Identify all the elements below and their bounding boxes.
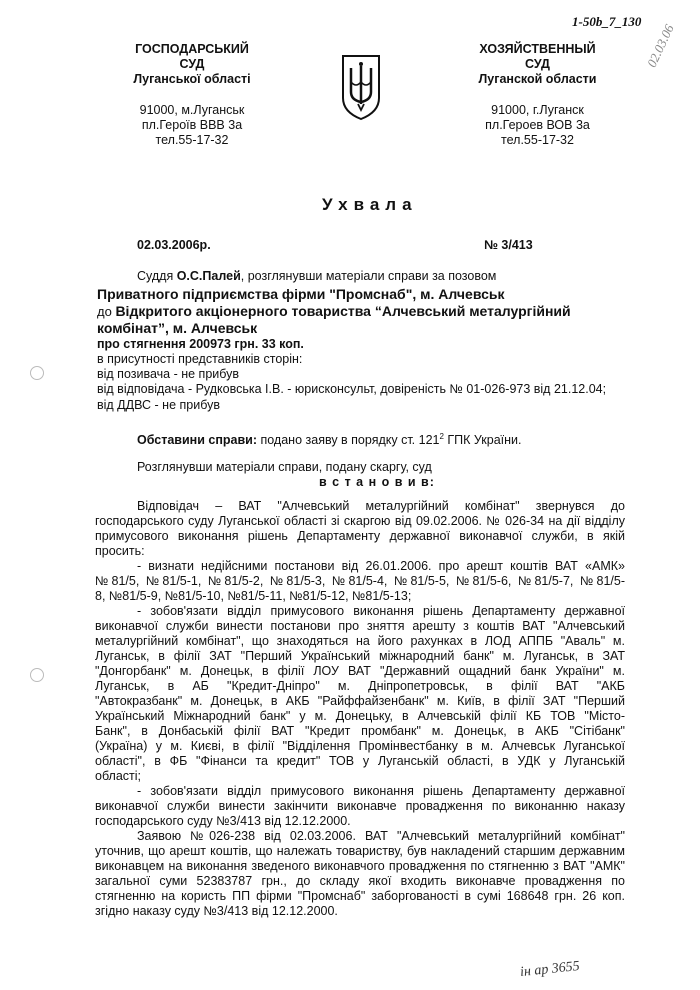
right-court-name-2: СУД (525, 57, 550, 71)
circumstances-line (137, 429, 522, 448)
b2-line-4: Луганськ, в філії ЗАТ "Перший Український міжнародний банк" м. Луганськ, в ЗАТ (95, 649, 625, 663)
judge-name: О.С.Палей (176, 269, 241, 283)
b1-line-2: №81/5, №81/5-1, №81/5-2, №81/5-3, №81/5-4, №81/5-5, №81/5-6, №81/5-7, №81/5- (95, 574, 625, 588)
presence-4: від ДДВС - не прибув (97, 398, 220, 412)
right-address-2: пл.Героев ВОВ 3а (485, 118, 590, 132)
left-address-2: пл.Героїв ВВВ 3а (141, 118, 243, 132)
b2-line-12: області; (95, 769, 142, 783)
handwritten-note: ін ар 3655 (519, 958, 581, 981)
intro-suffix: , розглянувши матеріали справи за позовом (240, 269, 497, 283)
coat-of-arms-emblem (339, 52, 383, 122)
p2-line-6: згідно наказу суду №3/413 від 12.12.2000. (95, 904, 338, 918)
left-address-3: тел.55-17-32 (155, 133, 229, 147)
left-address-1: 91000, м.Луганськ (139, 103, 245, 117)
b2-line-10: (Україна) у м. Києві, в філії "Відділення Промінвестбанку в м. Алчевськ Луганської (95, 739, 625, 753)
b3-line-1: - зобов'язати відділ примусового виконання рішень Департаменту державної (137, 784, 625, 798)
presence-1: в присутності представників сторін: (97, 352, 303, 366)
right-court-name-1: ХОЗЯЙСТВЕННЫЙ (479, 42, 596, 56)
left-court-header (112, 42, 272, 148)
claim-amount: про стягнення 200973 грн. 33 коп. (97, 337, 304, 351)
b2-line-1: - зобов'язати відділ примусового виконання рішень Департаменту державної (137, 604, 625, 618)
punch-hole-mark (30, 668, 44, 682)
presence-2: від позивача - не прибув (97, 367, 240, 381)
defendant-line-1: Відкритого акціонерного товариства “Алчевський металургійний (115, 303, 571, 319)
case-number: № 3/413 (484, 238, 533, 252)
p2-line-2: уточнив, що арешт коштів, що належать товариству, був накладений старшим державним (95, 844, 625, 858)
b1-line-3: 8, №81/5-9, №81/5-10, №81/5-11, №81/5-12, №81/5-13; (95, 589, 412, 603)
p2-line-3: виконавцем на виконання зведеного виконавчого провадження по стягненню з ВАТ "АМК" (95, 859, 625, 873)
defendant-prefix: до (97, 304, 116, 319)
left-court-name-1: ГОСПОДАРСЬКИЙ (135, 42, 249, 56)
circumstances-superscript: 2 (439, 432, 444, 441)
b2-line-3: металургійний комбінат", що знаходяться на його рахунках в ЛОД АППБ "Аваль" м. (95, 634, 625, 648)
p1-line-3: примусового виконання рішень Департаменту державної виконавчої служби, в якій (95, 529, 625, 543)
b2-line-2: виконавчої служби винести постанови про зняття арешту з коштів ВАТ "Алчевський (95, 619, 625, 633)
right-court-header (450, 42, 625, 148)
considered-line: Розглянувши матеріали справи, подану скаргу, суд (137, 460, 432, 474)
circumstances-label: Обставини справи: (137, 433, 258, 448)
b3-line-2: виконавчої служби винести закінчити виконавче провадження по виконанню наказу (95, 799, 625, 813)
b2-line-7: "Автокразбанк" м. Донецьк, в АКБ "Райффайзенбанк" м. Київ, в філії ЗАТ "Перший (95, 694, 625, 708)
body-text (95, 499, 625, 919)
b2-line-5: "Донгорбанк" м. Донецьк, в філії ЛОУ ВАТ "Державний ощадний банк України" м. (95, 664, 625, 678)
p1-line-2: господарського суду Луганської області зі скаргою від 09.02.2006. № 026-34 на дії відділу (95, 514, 625, 528)
archive-id: 1-50b_7_130 (572, 14, 642, 29)
left-court-name-2: СУД (179, 57, 205, 71)
date-stamp: 02.03.06 (643, 22, 677, 70)
plaintiff: Приватного підприємства фірми "Промснаб", м. Алчевськ (97, 286, 505, 302)
decision-date: 02.03.2006р. (137, 238, 211, 252)
b2-line-9: Банк", в Донбаській філії ВАТ "Кредит промбанк" м. Донецьк, в АКБ "Сітібанк" (95, 724, 625, 738)
circumstances-tail: ГПК України. (443, 433, 522, 448)
b2-line-8: Український Міжнародний банк" у м. Донецьку, в Алчевській філії КБ ТОВ "Місто- (95, 709, 625, 723)
presence-3: від відповідача - Рудковська І.В. - юрисконсульт, довіреність № 01-026-973 від 21.12.04; (97, 382, 607, 396)
b1-line-1: - визнати недійсними постанови від 26.01.2006. про арешт коштів ВАТ «АМК» (137, 559, 625, 573)
right-address-1: 91000, г.Луганск (491, 103, 584, 117)
intro-prefix: Суддя (137, 269, 177, 283)
defendant (97, 303, 571, 321)
b2-line-6: Луганськ, в АБ "Кредит-Дніпро" м. Дніпропетровськ, в філії ВАТ "АКБ (95, 679, 625, 693)
right-address-3: тел.55-17-32 (501, 133, 574, 147)
document-title: Ухвала (322, 195, 418, 214)
p1-line-4: просить: (95, 544, 145, 558)
intro-line (137, 269, 496, 284)
punch-hole-mark (30, 366, 44, 380)
p1-line-1: Відповідач – ВАТ "Алчевський металургійний комбінат" звернувся до (137, 499, 625, 513)
established-heading: в с т а н о в и в: (319, 475, 435, 489)
right-court-name-3: Луганской области (478, 72, 597, 86)
p2-line-5: стягненню на користь ПП фірми "Промснаб" заборгованості в сумі 168648 грн. 26 коп. (95, 889, 625, 903)
p2-line-4: загальної суми 52383787 грн., до складу якої входить виконавче провадження по (95, 874, 625, 888)
b3-line-3: господарського суду №3/413 від 12.12.2000. (95, 814, 351, 828)
circumstances-text: подано заяву в порядку ст. 121 (257, 433, 440, 448)
left-court-name-3: Луганської області (133, 72, 251, 86)
defendant-line-2: комбінат”, м. Алчевськ (97, 320, 258, 336)
p2-line-1: Заявою №026-238 від 02.03.2006. ВАТ "Алчевський металургійний комбінат" (137, 829, 625, 843)
b2-line-11: області", в ФБ "Фінанси та кредит" ТОВ у Луганській області, в УДК у Луганській (95, 754, 625, 768)
